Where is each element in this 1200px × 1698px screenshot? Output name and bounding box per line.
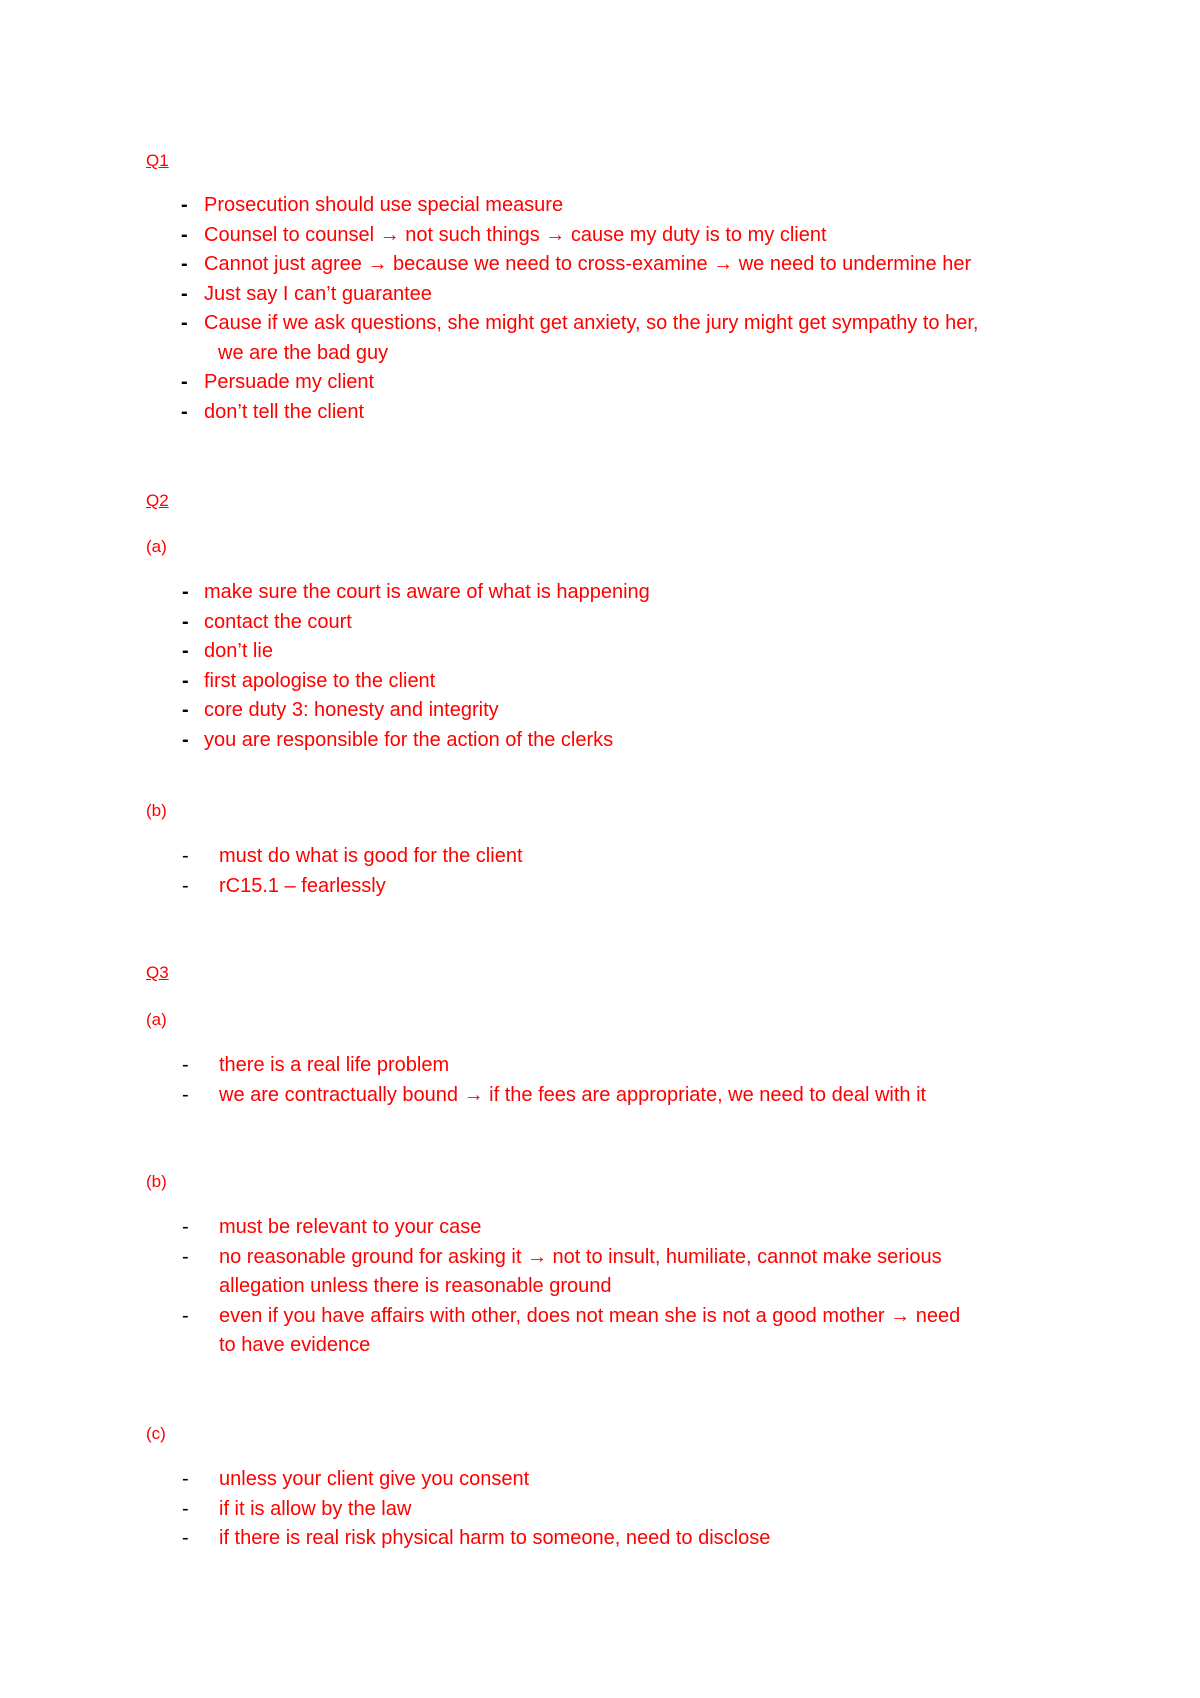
q2a-label: (a) — [146, 537, 167, 556]
bullet-dash: - — [181, 371, 188, 393]
list-item: - Cause if we ask questions, she might get anxiety, so the jury might get sympathy to her, — [182, 309, 978, 339]
q2b-list — [182, 842, 523, 901]
bullet-dash: - — [182, 669, 189, 692]
q3c-label: (c) — [146, 1424, 166, 1443]
list-item-continuation: we are the bad guy — [218, 341, 389, 364]
bullet-dash: - — [182, 581, 189, 603]
list-item: - there is a real life problem — [182, 1051, 926, 1081]
bullet-dash: - — [182, 1527, 189, 1549]
bullet-dash: - — [181, 312, 188, 334]
list-item: - must do what is good for the client — [182, 842, 523, 872]
bullet-dash: - — [182, 728, 189, 751]
list-item: - if there is real risk physical harm to someone, need to disclose — [182, 1524, 770, 1554]
bullet-dash: - — [182, 1083, 189, 1106]
list-item: - don’t lie — [182, 637, 650, 667]
q2a-list — [182, 578, 650, 755]
q2b-label: (b) — [146, 801, 167, 820]
list-item: - Prosecution should use special measure — [182, 191, 978, 221]
bullet-dash: - — [182, 874, 189, 897]
bullet-dash: - — [182, 1245, 189, 1268]
bullet-dash: - — [182, 1216, 189, 1238]
bullet-dash: - — [182, 699, 189, 721]
bullet-dash: - — [182, 640, 189, 662]
q3b-list — [182, 1213, 960, 1361]
q3c-list — [182, 1465, 770, 1554]
list-item-continuation: allegation unless there is reasonable ground — [219, 1275, 612, 1297]
q3a-list — [182, 1051, 926, 1110]
list-item: - core duty 3: honesty and integrity — [182, 696, 650, 726]
bullet-dash: - — [182, 1054, 189, 1076]
list-item: - first apologise to the client — [182, 667, 650, 697]
bullet-dash: - — [181, 194, 188, 216]
bullet-dash: - — [182, 1468, 189, 1490]
list-item: - you are responsible for the action of the clerks — [182, 726, 650, 756]
list-item: - if it is allow by the law — [182, 1495, 770, 1525]
bullet-dash: - — [181, 282, 188, 305]
list-item: - Cannot just agree → because we need to cross-examine → we need to undermine her — [182, 250, 978, 280]
q3b-label: (b) — [146, 1172, 167, 1191]
list-item-continuation: to have evidence — [219, 1334, 371, 1356]
bullet-dash: - — [182, 845, 189, 867]
list-item: - Persuade my client — [182, 368, 978, 398]
list-item: - unless your client give you consent — [182, 1465, 770, 1495]
bullet-dash: - — [181, 223, 188, 246]
list-item: - contact the court — [182, 608, 650, 638]
q1-heading: Q1 — [146, 151, 169, 170]
bullet-dash: - — [182, 1304, 189, 1327]
list-item: - rC15.1 – fearlessly — [182, 872, 523, 902]
list-item: - don’t tell the client — [182, 398, 978, 428]
list-item: - make sure the court is aware of what is happening — [182, 578, 650, 608]
bullet-dash: - — [181, 253, 188, 275]
q1-list — [182, 191, 978, 427]
bullet-dash: - — [182, 1497, 189, 1520]
list-item: - we are contractually bound → if the fees are appropriate, we need to deal with it — [182, 1081, 926, 1111]
list-item: - must be relevant to your case — [182, 1213, 960, 1243]
list-item: - no reasonable ground for asking it → not to insult, humiliate, cannot make serious — [182, 1243, 960, 1273]
list-item: - Counsel to counsel → not such things → cause my duty is to my client — [182, 221, 978, 251]
list-item: - even if you have affairs with other, does not mean she is not a good mother → need — [182, 1302, 960, 1332]
bullet-dash: - — [181, 400, 188, 423]
bullet-dash: - — [182, 610, 189, 633]
q3-heading: Q3 — [146, 963, 169, 982]
q3a-label: (a) — [146, 1010, 167, 1029]
q2-heading: Q2 — [146, 491, 169, 510]
list-item: - Just say I can’t guarantee — [182, 280, 978, 310]
